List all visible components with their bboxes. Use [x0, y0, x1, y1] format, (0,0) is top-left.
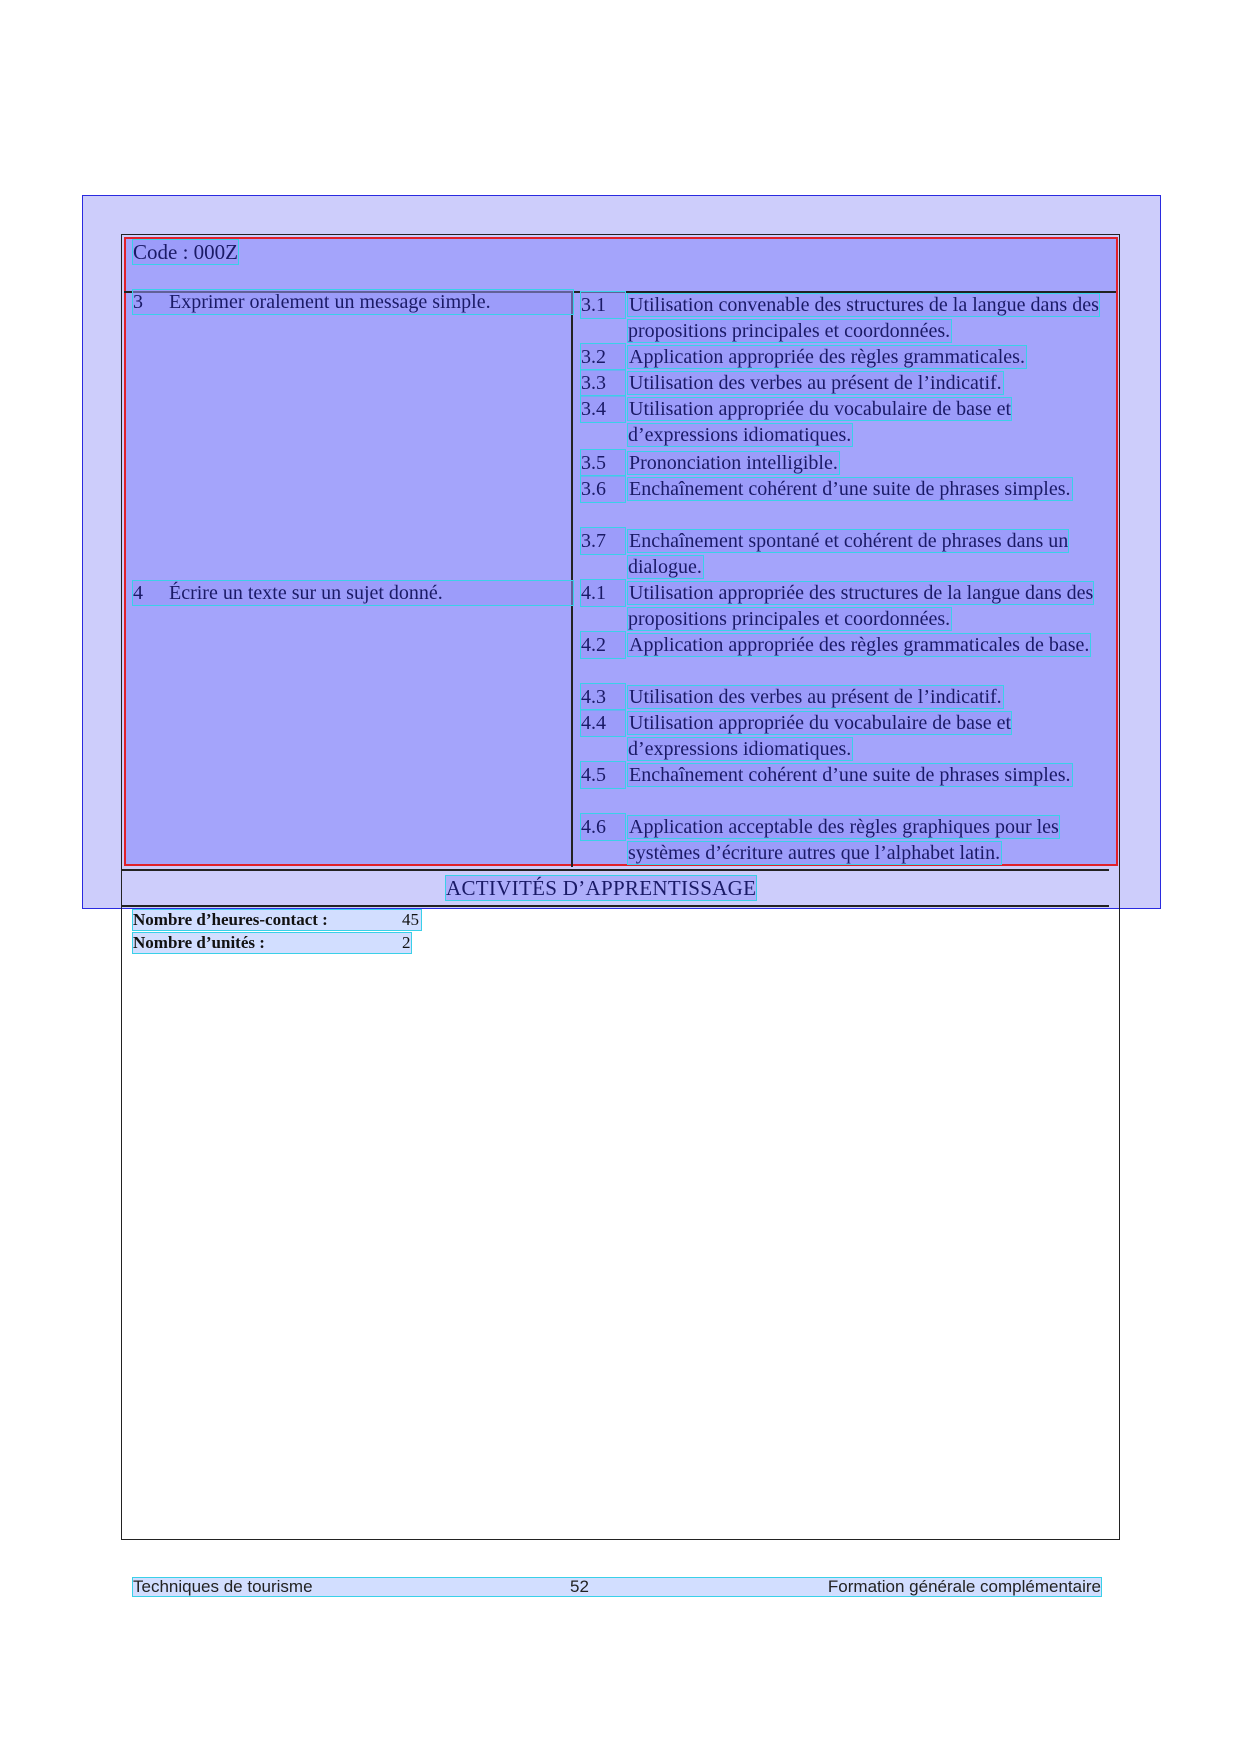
criterion-number: 3.5: [581, 450, 625, 476]
page-footer: [133, 1578, 1101, 1596]
competency-text: Écrire un texte sur un sujet donné.: [169, 582, 443, 604]
criterion-text: Enchaînement cohérent d’une suite de phrases simples.: [629, 764, 1071, 786]
competency-3: [133, 290, 573, 314]
criterion-3-3: [581, 370, 1101, 396]
criterion-4-3: [581, 684, 1101, 710]
criterion-text: Utilisation des verbes au présent de l’indicatif.: [629, 372, 1002, 394]
units-value: 2: [402, 933, 411, 952]
criterion-3-7: [581, 528, 1101, 580]
competency-number: 3: [133, 291, 143, 313]
table-column-divider: [571, 293, 573, 867]
criterion-text: Application appropriée des règles grammaticales de base.: [629, 634, 1090, 656]
criterion-text: Enchaînement cohérent d’une suite de phrases simples.: [629, 478, 1071, 500]
criterion-text: Utilisation convenable des structures de la langue dans des propositions principales et coordonnées.: [628, 294, 1099, 342]
footer-left: Techniques de tourisme: [133, 1577, 313, 1596]
criterion-4-6: [581, 814, 1101, 866]
criterion-number: 3.6: [581, 476, 625, 502]
criterion-text: Application appropriée des règles grammaticales.: [629, 346, 1025, 368]
criterion-number: 3.1: [581, 292, 625, 318]
section-title: ACTIVITÉS D’APPRENTISSAGE: [446, 876, 757, 900]
criterion-number: 4.6: [581, 814, 625, 840]
criterion-number: 4.4: [581, 710, 625, 736]
criterion-number: 3.7: [581, 528, 625, 554]
hours-row: [133, 910, 421, 930]
criterion-text: Utilisation appropriée des structures de la langue dans des propositions principales et coordonnées.: [628, 582, 1094, 630]
code-label: Code : 000Z: [133, 240, 238, 264]
section-divider-top: [121, 869, 1109, 871]
units-row: [133, 933, 411, 953]
criterion-number: 3.3: [581, 370, 625, 396]
criterion-text: Enchaînement spontané et cohérent de phrases dans un dialogue.: [628, 530, 1069, 578]
competency-number: 4: [133, 582, 143, 604]
criterion-text: Prononciation intelligible.: [629, 452, 838, 474]
competency-text: Exprimer oralement un message simple.: [169, 291, 491, 313]
criterion-4-1: [581, 580, 1101, 632]
criterion-3-4: [581, 396, 1101, 448]
criterion-3-5: [581, 450, 1101, 476]
criterion-number: 4.3: [581, 684, 625, 710]
units-label: Nombre d’unités :: [133, 933, 265, 952]
page-number: 52: [570, 1577, 589, 1596]
criterion-number: 4.2: [581, 632, 625, 658]
criterion-4-2: [581, 632, 1101, 658]
criterion-3-6: [581, 476, 1101, 502]
criterion-text: Utilisation des verbes au présent de l’indicatif.: [629, 686, 1002, 708]
criterion-number: 3.2: [581, 344, 625, 370]
criterion-3-1: [581, 292, 1101, 344]
hours-value: 45: [402, 910, 419, 929]
criterion-text: Application acceptable des règles graphiques pour les systèmes d’écriture autres que l’alphabet latin.: [628, 816, 1059, 864]
footer-right: Formation générale complémentaire: [827, 1577, 1101, 1596]
criterion-4-4: [581, 710, 1101, 762]
criterion-number: 4.1: [581, 580, 625, 606]
competency-4: [133, 581, 573, 605]
criterion-text: Utilisation appropriée du vocabulaire de base et d’expressions idiomatiques.: [628, 712, 1012, 760]
hours-label: Nombre d’heures-contact :: [133, 910, 328, 929]
criterion-text: Utilisation appropriée du vocabulaire de base et d’expressions idiomatiques.: [628, 398, 1012, 446]
criterion-number: 3.4: [581, 396, 625, 422]
criterion-4-5: [581, 762, 1101, 788]
criterion-number: 4.5: [581, 762, 625, 788]
criterion-3-2: [581, 344, 1101, 370]
section-divider-bottom: [121, 905, 1109, 907]
